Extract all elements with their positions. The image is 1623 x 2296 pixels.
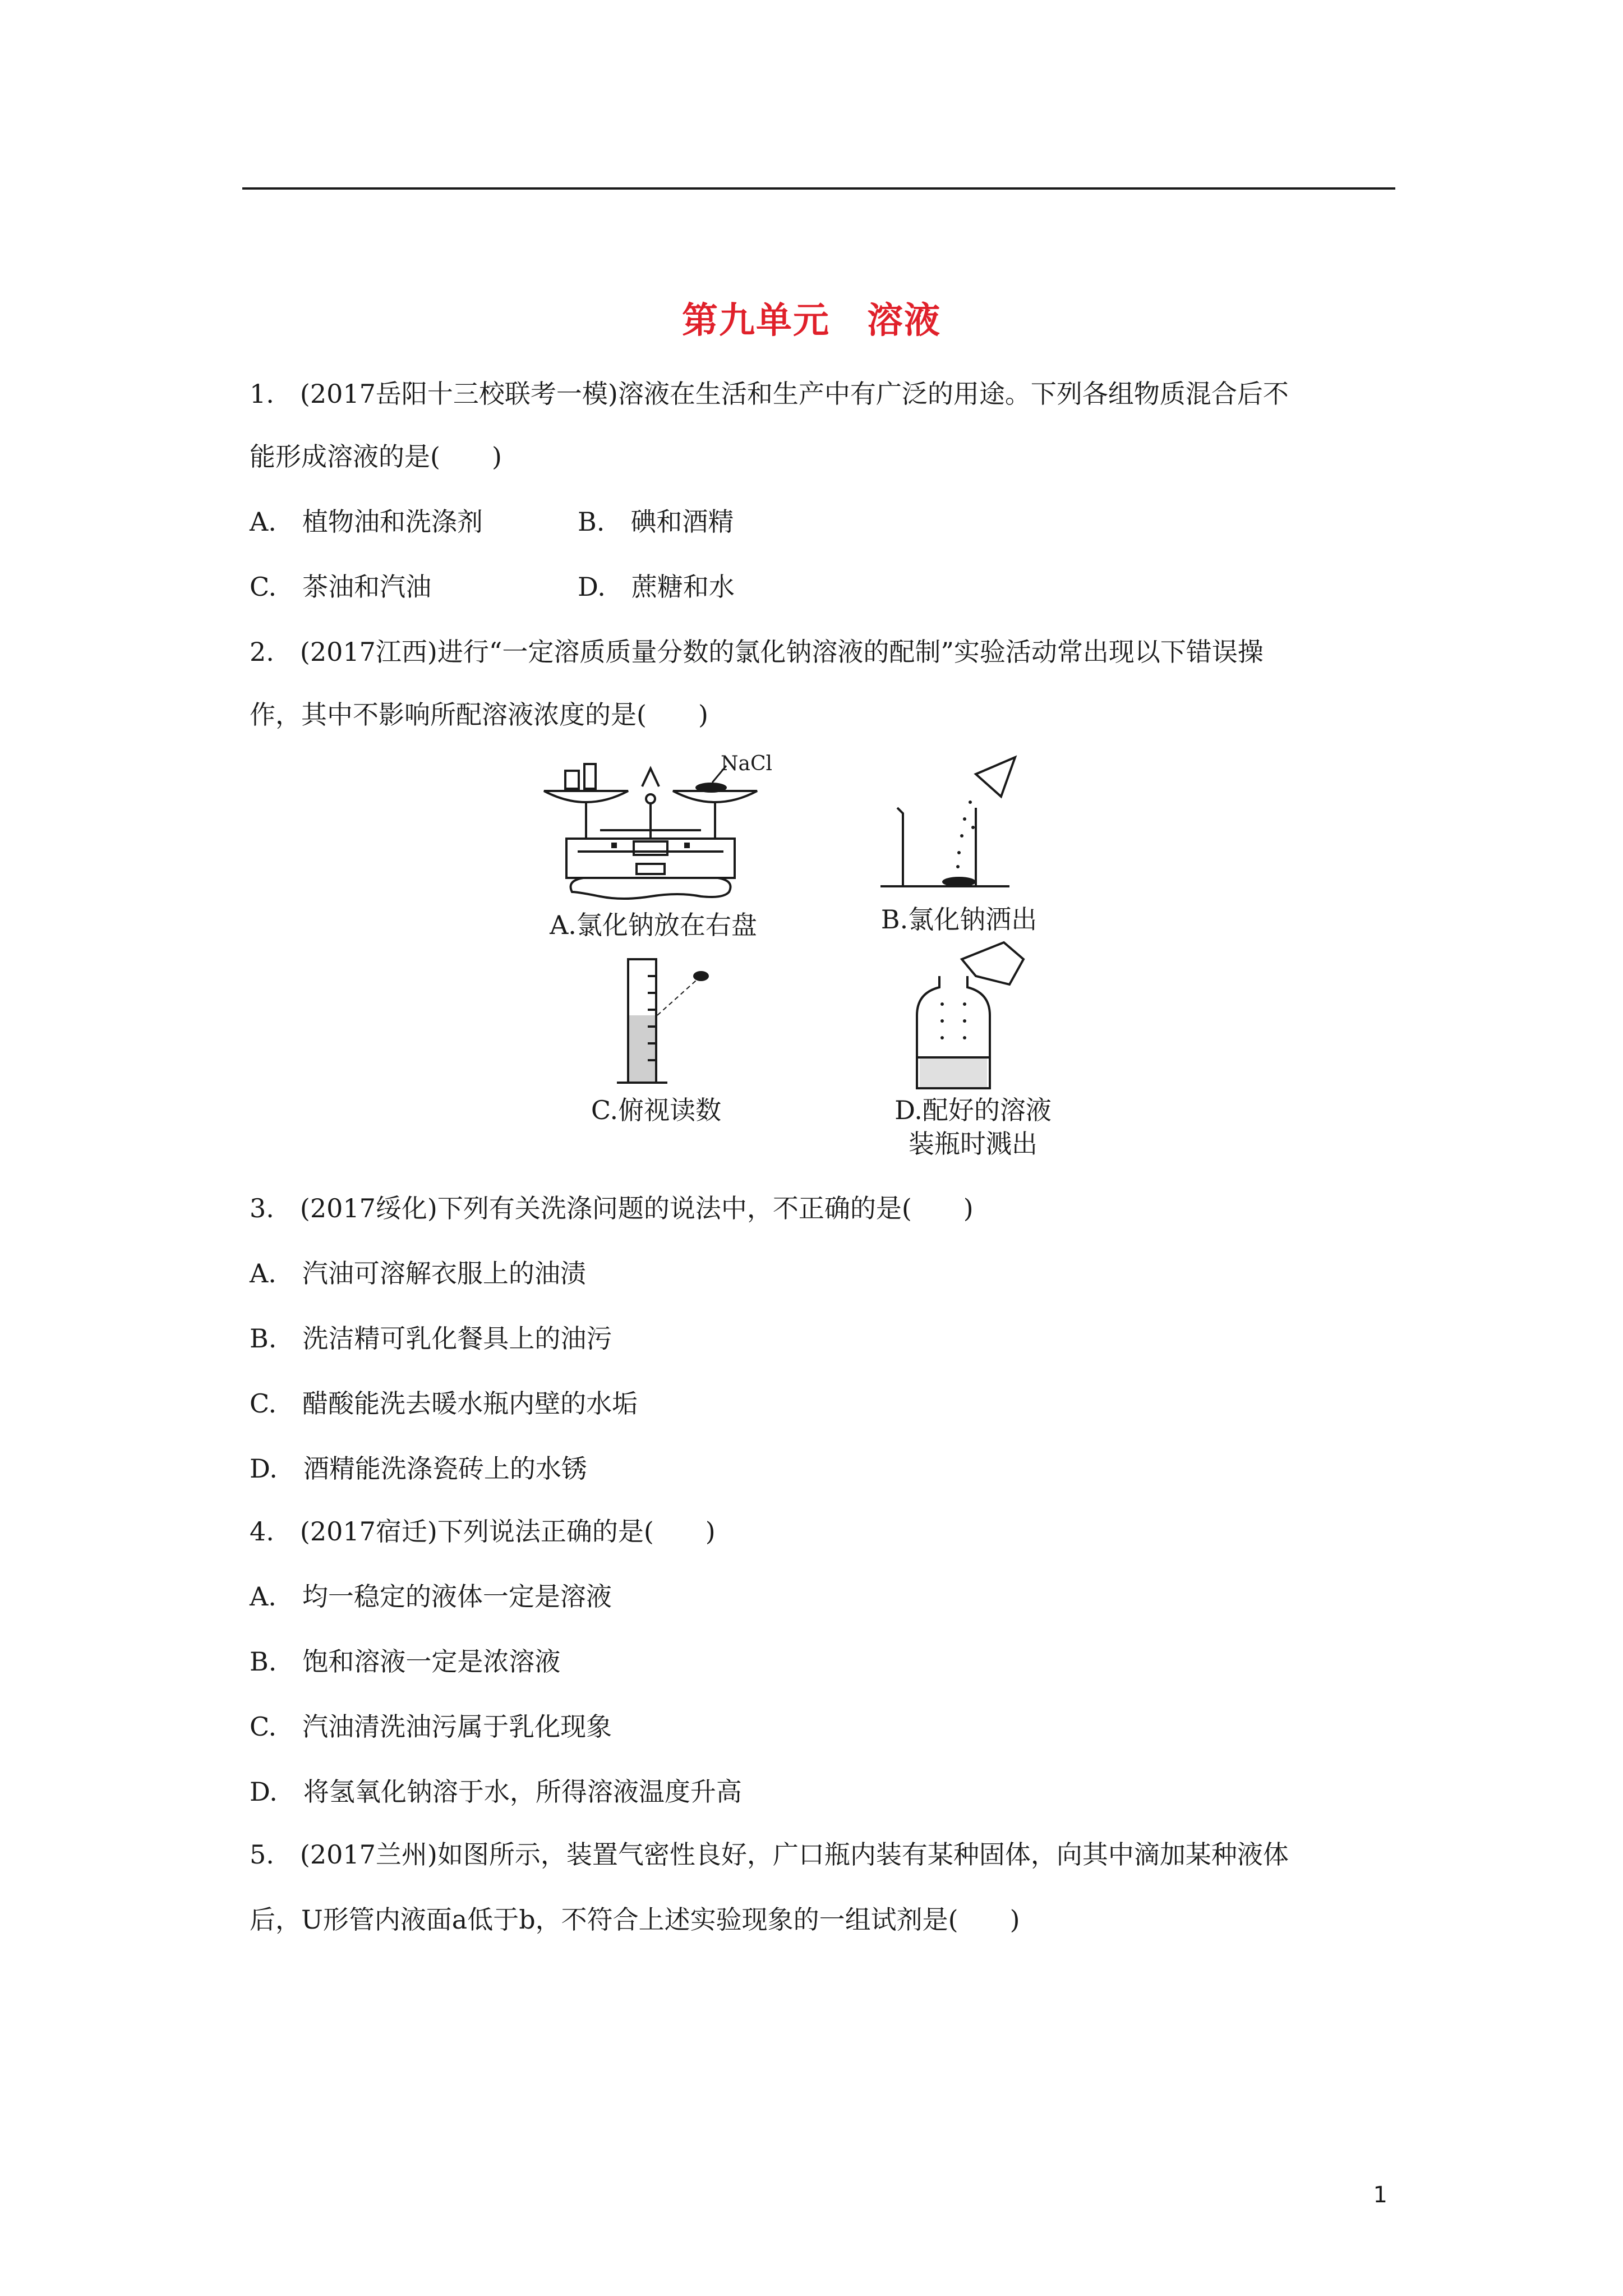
figure-caption-d-line2: 装瓶时溅出 <box>909 1129 1038 1159</box>
q1-stem-line1: 1. (2017岳阳十三校联考一模)溶液在生活和生产中有广泛的用途。下列各组物质混合后不 <box>250 379 1289 409</box>
page-title: 第九单元 溶液 <box>682 300 941 342</box>
q2-stem-line2: 作，其中不影响所配溶液浓度的是( ) <box>250 700 708 730</box>
q1-option-b: B. 碘和酒精 <box>578 507 734 537</box>
q1-stem-line2: 能形成溶液的是( ) <box>250 441 502 472</box>
figure-caption-a: A.氯化钠放在右盘 <box>550 910 757 940</box>
q4-option-c: C. 汽油清洗油污属于乳化现象 <box>250 1711 612 1742</box>
q4-option-d: D. 将氢氧化钠溶于水，所得溶液温度升高 <box>250 1777 742 1807</box>
q2-figure <box>533 752 1094 1167</box>
q5-stem-line2: 后，U形管内液面a低于b，不符合上述实验现象的一组试剂是( ) <box>250 1904 1020 1935</box>
q4-option-a: A. 均一稳定的液体一定是溶液 <box>250 1581 612 1612</box>
q3-option-a: A. 汽油可溶解衣服上的油渍 <box>250 1258 586 1289</box>
cylinder-eye-illustration <box>617 954 740 1094</box>
bottle-pour-illustration <box>909 937 1054 1099</box>
q3-option-c: C. 醋酸能洗去暖水瓶内壁的水垢 <box>250 1388 638 1419</box>
q5-stem-line1: 5. (2017兰州)如图所示，装置气密性良好，广口瓶内装有某种固体，向其中滴加某种液体 <box>250 1839 1289 1870</box>
q4-stem: 4. (2017宿迁)下列说法正确的是( ) <box>250 1516 716 1547</box>
figure-caption-c: C.俯视读数 <box>591 1095 722 1125</box>
q1-option-d: D. 蔗糖和水 <box>578 572 735 602</box>
q3-option-d: D. 酒精能洗涤瓷砖上的水锈 <box>250 1453 587 1484</box>
figure-caption-b: B.氯化钠洒出 <box>880 904 1038 935</box>
q3-option-b: B. 洗洁精可乳化餐具上的油污 <box>250 1323 612 1354</box>
q3-stem: 3. (2017绥化)下列有关洗涤问题的说法中，不正确的是( ) <box>250 1193 974 1223</box>
q1-option-c: C. 茶油和汽油 <box>250 572 432 602</box>
nacl-label: NaCl <box>721 752 773 775</box>
q4-option-b: B. 饱和溶液一定是浓溶液 <box>250 1646 561 1677</box>
beaker-spill-illustration <box>880 752 1026 892</box>
page-number: 1 <box>1373 2182 1387 2208</box>
header-rule <box>242 187 1395 190</box>
figure-caption-d-line1: D.配好的溶液 <box>895 1095 1052 1125</box>
q2-stem-line1: 2. (2017江西)进行“一定溶质质量分数的氯化钠溶液的配制”实验活动常出现以下错误操 <box>250 637 1264 667</box>
q1-option-a: A. 植物油和洗涤剂 <box>250 507 483 537</box>
